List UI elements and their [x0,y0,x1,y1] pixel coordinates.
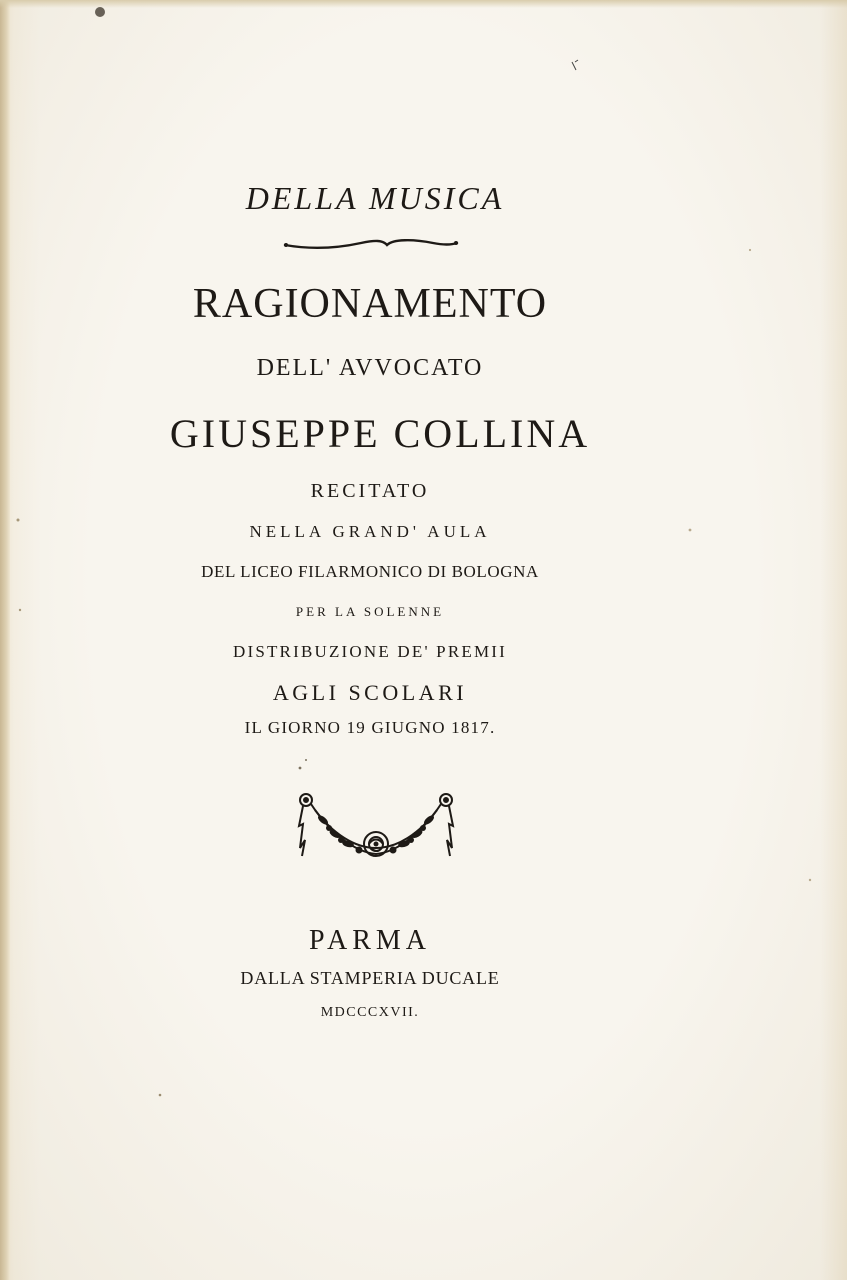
recitato-line: RECITATO [310,480,430,502]
subject-heading: DELLA MUSICA [245,180,505,216]
imprint-city: PARMA [308,925,431,956]
page-top-edge [0,0,847,8]
decorative-rule [283,236,459,252]
work-title: RAGIONAMENTO [192,281,548,327]
page-spine-edge [0,0,10,1280]
author-name: GIUSEPPE COLLINA [169,411,591,456]
imprint-year: MDCCCXVII. [320,1005,420,1020]
author-prefix: DELL' AVVOCATO [256,355,484,381]
occasion-line-2: DISTRIBUZIONE DE' PREMII [232,642,508,661]
venue-line-1: NELLA GRAND' AULA [249,522,491,541]
floral-vignette [293,790,459,870]
imprint-printer: DALLA STAMPERIA DUCALE [240,968,500,988]
occasion-line-1: PER LA SOLENNE [295,604,445,619]
date-line: IL GIORNO 19 GIUGNO 1817. [244,718,496,737]
occasion-line-3: AGLI SCOLARI [272,680,468,705]
venue-line-2: DEL LICEO FILARMONICO DI BOLOGNA [201,562,539,581]
